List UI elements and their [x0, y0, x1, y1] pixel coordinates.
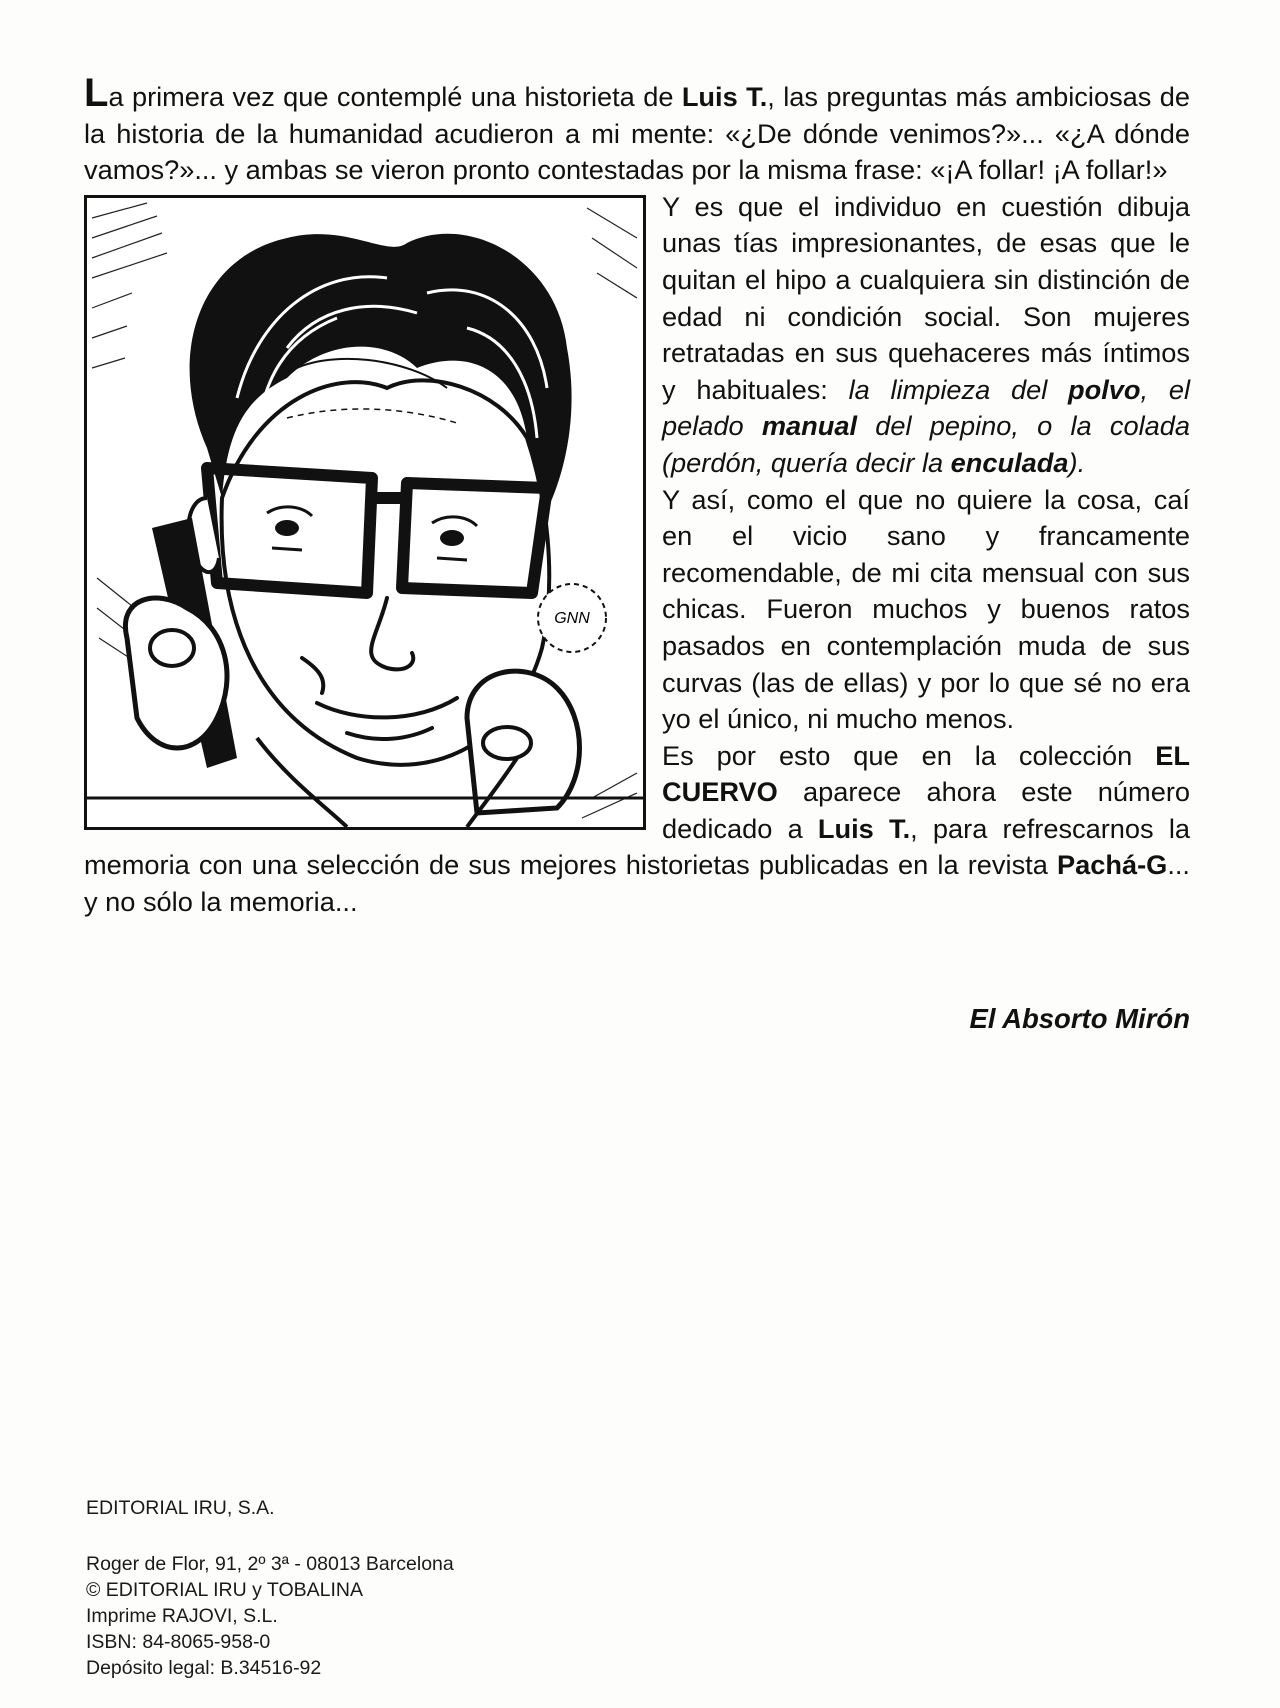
imprint-block [86, 1495, 454, 1681]
author-portrait [84, 195, 646, 830]
printer-line: Imprime RAJOVI, S.L. [86, 1605, 278, 1627]
publisher-address: Roger de Flor, 91, 2º 3ª - 08013 Barcelona [86, 1553, 454, 1575]
publisher-name: EDITORIAL IRU, S.A. [86, 1497, 275, 1519]
article-body [84, 71, 1191, 921]
paragraph-1: La primera vez que contemplé una historieta de Luis T., las preguntas más ambiciosas de la historia de la humanidad acudieron a mi mente: «¿De dónde venimos?»... «¿A dónde vamos?»... y ambas se vieron pronto contestadas por la misma frase: «¡A follar! ¡A follar!» [84, 71, 1190, 186]
copyright-line: © EDITORIAL IRU y TOBALINA [86, 1579, 363, 1601]
author-name-2: Luis T. [817, 812, 911, 844]
paragraph-3: Y así, como el que no quiere la cosa, caí en el vicio sano y francamente recomendable, de mi cita mensual con sus chicas. Fueron muchos y buenos ratos pasados en contemplación muda de sus curvas (las de ellas) y por lo que sé no era yo el único, ni mucho menos. [662, 483, 1190, 735]
author-name: Luis T. [681, 81, 768, 112]
article-signature: El Absorto Mirón [969, 1003, 1190, 1034]
collection-name: EL CUERVO [662, 739, 1190, 808]
caricature-illustration [87, 198, 643, 827]
drop-cap: L [84, 71, 109, 115]
magazine-name: Pachá-G [1057, 849, 1168, 881]
paragraph-4: Es por esto que en la colección EL CUERVO aparece ahora este número dedicado a Luis T., para refrescarnos la memoria con una selección de sus mejores historietas publicadas en la revista Pachá-G... y no sólo la memoria... [84, 739, 1191, 918]
isbn-line: ISBN: 84-8065-958-0 [86, 1631, 271, 1653]
artist-signature: GNN [554, 609, 590, 627]
legal-deposit-line: Depósito legal: B.34516-92 [86, 1657, 322, 1679]
paragraph-2: Y es que el individuo en cuestión dibuja unas tías impresionantes, de esas que le quitan el hipo a cualquiera sin distinción de edad ni condición social. Son mujeres retratadas en sus quehaceres más íntimos y habituales: la limpieza del polvo, el pelado manual del pepino, o la colada (perdón, quería decir la enculada). [662, 190, 1190, 478]
